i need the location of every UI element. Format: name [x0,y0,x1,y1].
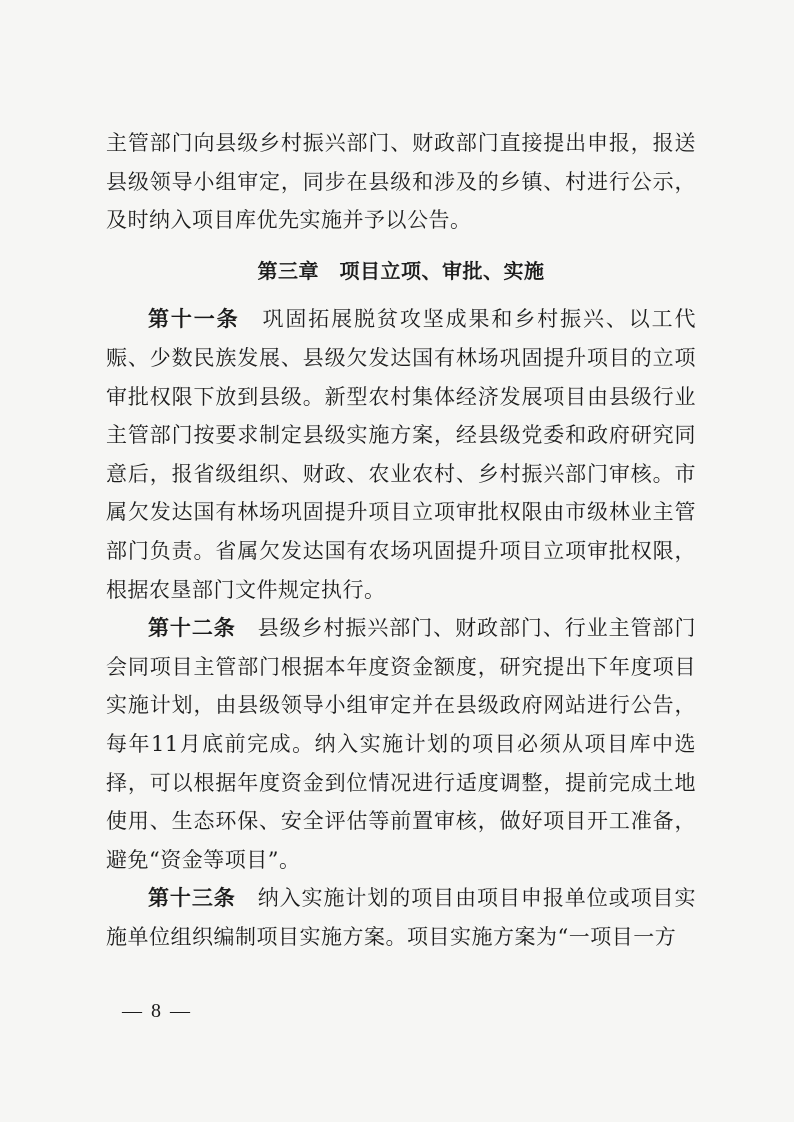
document-body [106,124,696,956]
chapter-heading: 第三章 项目立项、审批、实施 [257,258,545,283]
article-12-text: 县级乡村振兴部门、财政部门、行业主管部门会同项目主管部门根据本年度资金额度，研究提出下年度项目实施计划，由县级领导小组审定并在县级政府网站进行公告，每年11月底前完成。纳入实施计划的项目必须从项目库中选择，可以根据年度资金到位情况进行适度调整，提前完成土地使用、生态环保、安全评估等前置审核，做好项目开工准备，避免“资金等项目”。 [106,616,696,872]
page-number: — 8 — [122,1000,192,1022]
article-13-text: 纳入实施计划的项目由项目申报单位或项目实施单位组织编制项目实施方案。项目实施方案为“一项目一方 [106,886,696,949]
article-11-label: 第十一条 [148,307,240,332]
article-11-text: 巩固拓展脱贫攻坚成果和乡村振兴、以工代赈、少数民族发展、县级欠发达国有林场巩固提升项目的立项审批权限下放到县级。新型农村集体经济发展项目由县级行业主管部门按要求制定县级实施方案，经县级党委和政府研究同意后，报省级组织、财政、农业农村、乡村振兴部门审核。市属欠发达国有林场巩固提升项目立项审批权限由市级林业主管部门负责。省属欠发达国有农场巩固提升项目立项审批权限，根据农垦部门文件规定执行。 [106,307,697,602]
article-12-label: 第十二条 [148,616,236,641]
intro-paragraph: 主管部门向县级乡村振兴部门、财政部门直接提出申报，报送县级领导小组审定，同步在县级和涉及的乡镇、村进行公示，及时纳入项目库优先实施并予以公告。 [106,131,696,233]
article-11 [106,300,696,609]
article-13-label: 第十三条 [148,886,236,911]
article-13 [106,879,696,956]
article-12 [106,609,696,879]
